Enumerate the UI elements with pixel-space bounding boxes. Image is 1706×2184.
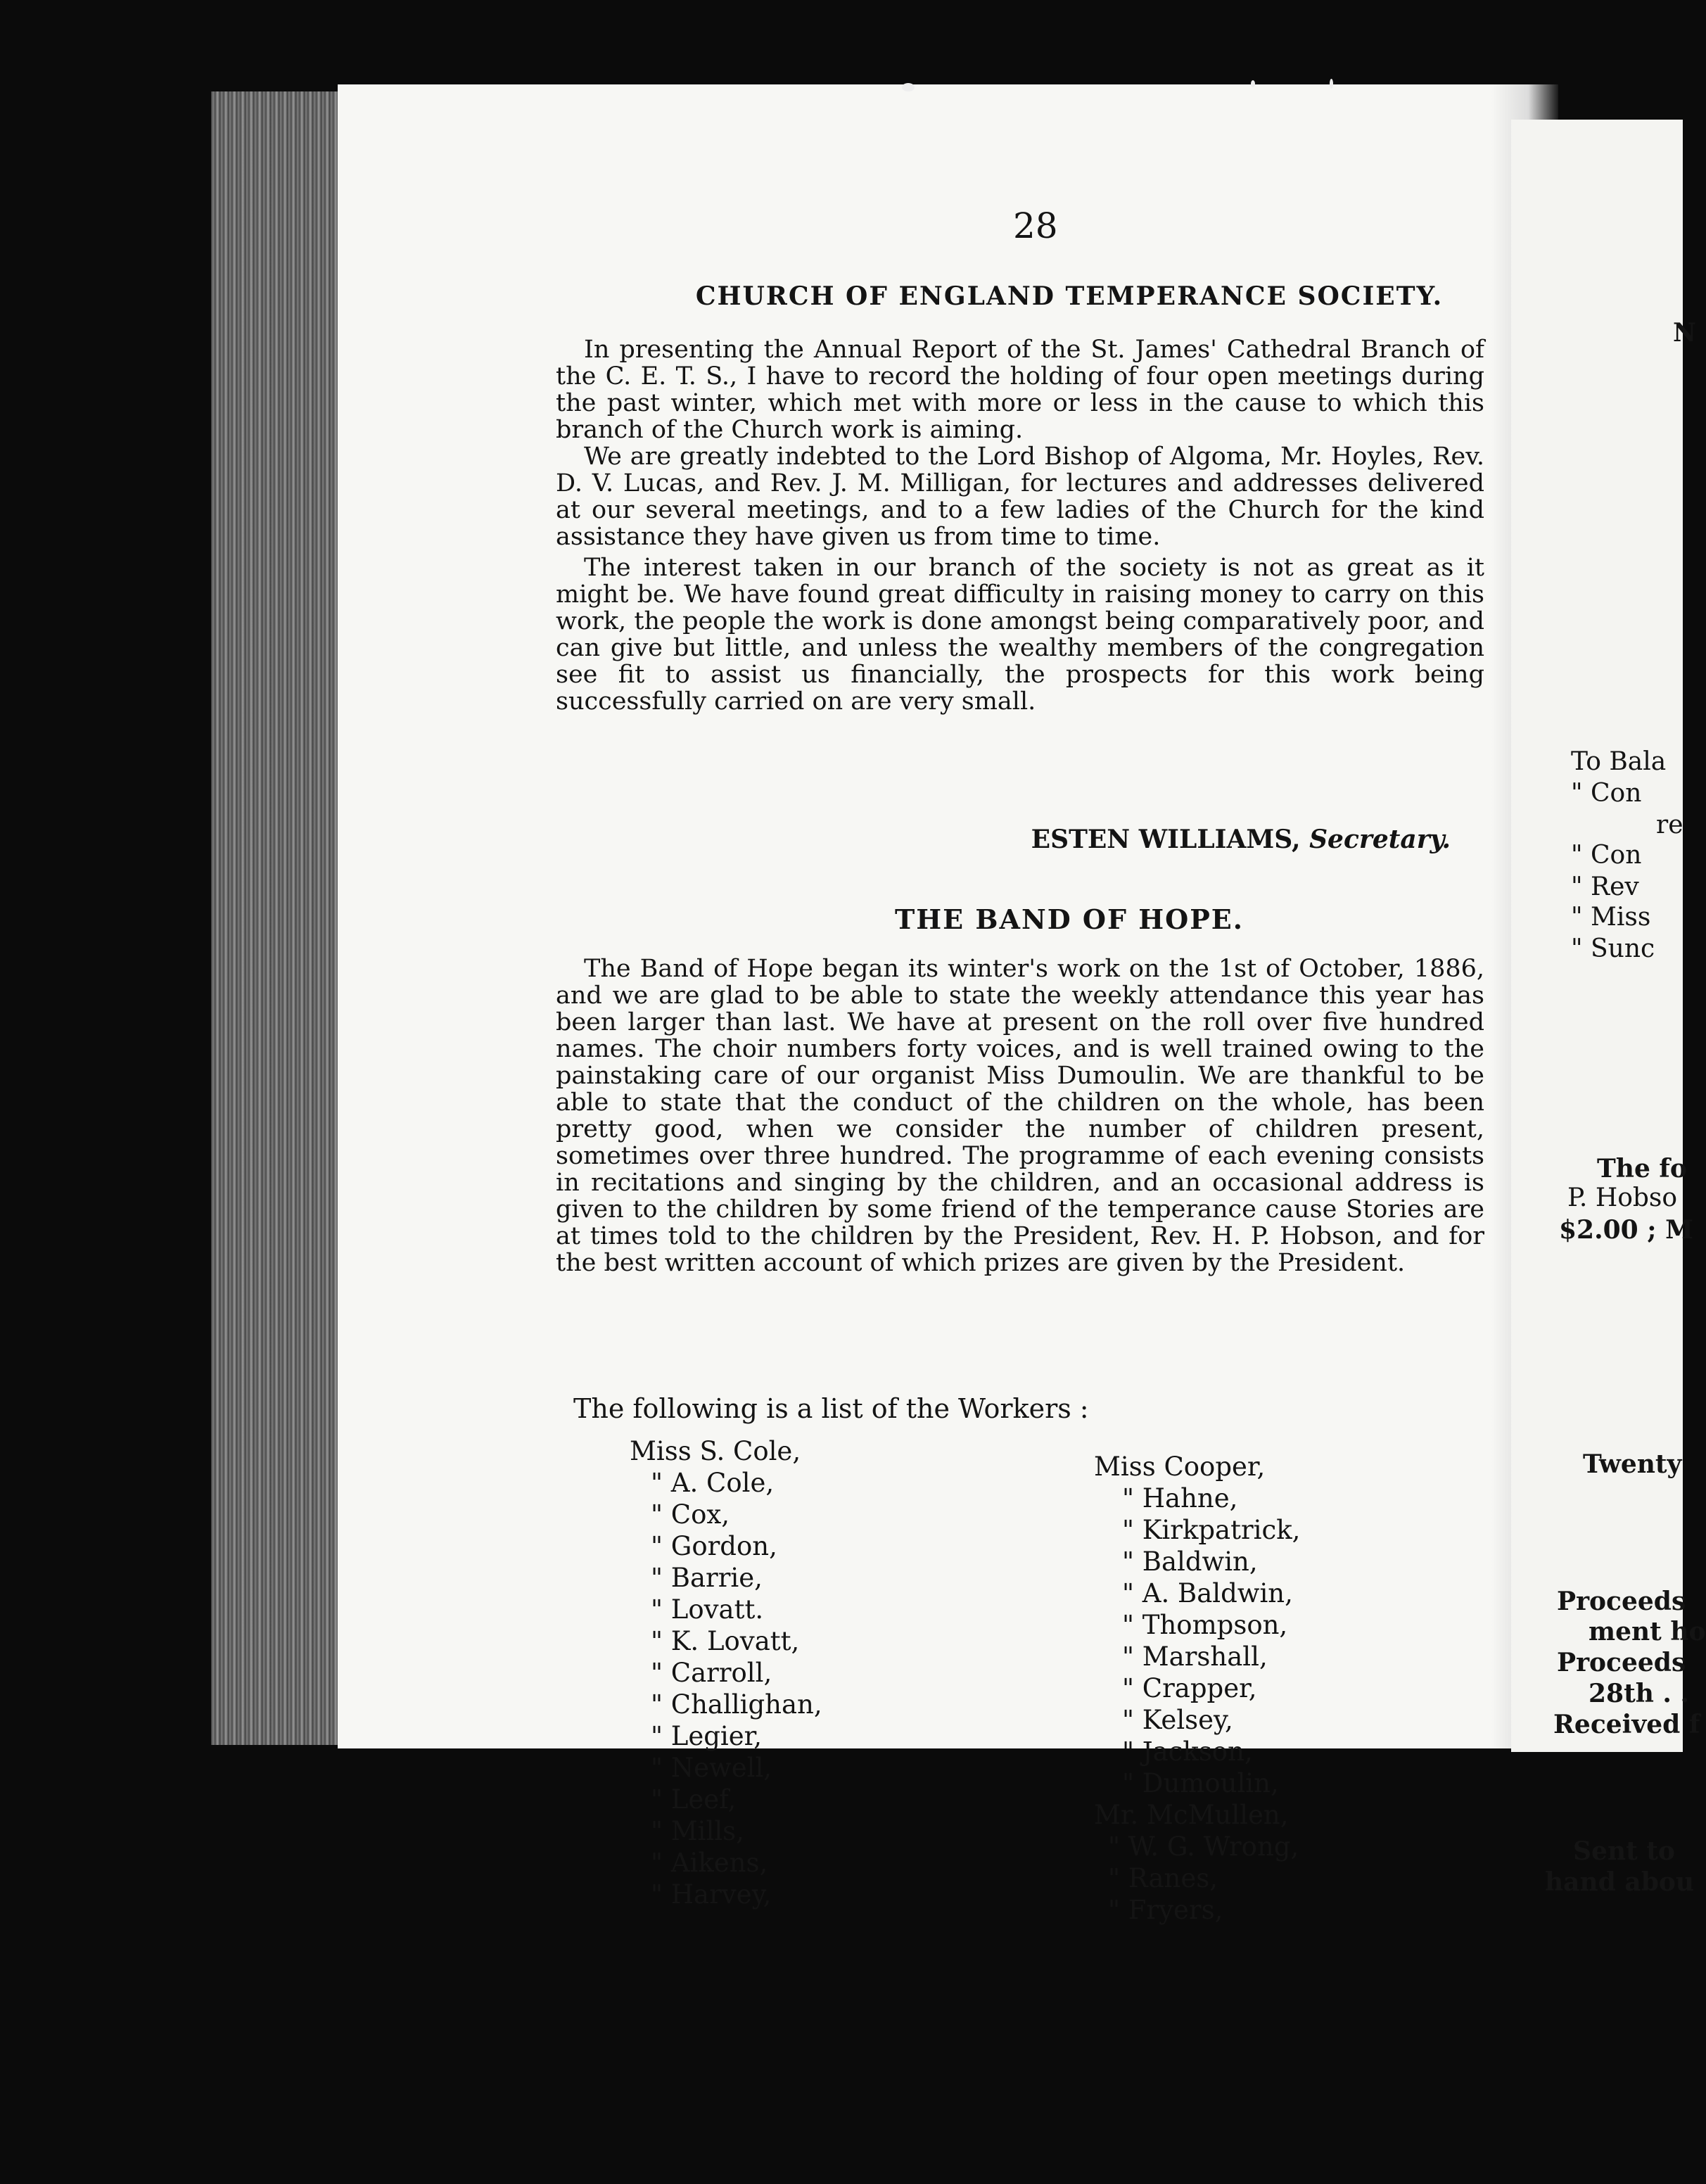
worker-name: Miss S. Cole, xyxy=(630,1436,801,1466)
cets-paragraph: We are greatly indebted to the Lord Bishop of Algoma, Mr. Hoyles, Rev. D. V. Lucas, and Rev. J. M. Milligan, for lectures and addresses delivered at our several meetings, and to a few ladies of the Church for the kind assistance they have given us from time to time. xyxy=(556,443,1484,551)
worker-name: " Gordon, xyxy=(651,1531,777,1561)
cets-paragraph: The interest taken in our branch of the society is not as great as it might be. We have found great difficulty in raising money to carry on this work, the people the work is done amongst being comparatively poor, and can give but little, and unless the wealthy members of the congregation see fit to assist us financially, the prospects for this work being successfully carried on are very small. xyxy=(556,554,1484,716)
worker-name: " Aikens, xyxy=(651,1848,768,1878)
cets-body xyxy=(556,336,1484,715)
worker-name: " Crapper, xyxy=(1122,1673,1257,1703)
right-page-line: " Rev xyxy=(1571,872,1639,901)
worker-name: " Thompson, xyxy=(1122,1610,1288,1640)
workers-right-column xyxy=(1094,1451,1300,1926)
signature-title: Secretary. xyxy=(1309,825,1451,854)
worker-name: " Marshall, xyxy=(1122,1642,1268,1672)
right-page-line: N xyxy=(1673,318,1696,348)
cets-heading: CHURCH OF ENGLAND TEMPERANCE SOCIETY. xyxy=(695,281,1444,311)
worker-name: " Hahne, xyxy=(1122,1483,1238,1513)
right-page-fragment xyxy=(1511,120,1706,1897)
right-page-text xyxy=(1511,120,1706,1897)
worker-name: " W. G. Wrong, xyxy=(1108,1831,1299,1862)
worker-name: " K. Lovatt, xyxy=(651,1626,800,1656)
right-page-line: ment ho xyxy=(1589,1617,1706,1646)
right-page-line: 28th . . xyxy=(1589,1679,1690,1708)
band-of-hope-body xyxy=(556,956,1484,1276)
signature-name: ESTEN WILLIAMS, xyxy=(1031,825,1301,854)
worker-name: " Ranes, xyxy=(1108,1863,1218,1893)
right-page-line: Sent to xyxy=(1573,1836,1675,1866)
worker-name: " Lovatt. xyxy=(651,1594,764,1625)
worker-name: Mr. McMullen, xyxy=(1094,1800,1289,1830)
right-page-line: Proceeds xyxy=(1557,1648,1686,1677)
worker-name: " Dumoulin, xyxy=(1122,1768,1279,1798)
worker-name: " Kelsey, xyxy=(1122,1705,1233,1735)
right-page-line: To Bala xyxy=(1571,747,1667,776)
cets-signature xyxy=(1031,825,1451,854)
worker-name: " Baldwin, xyxy=(1122,1547,1258,1577)
right-page-line: hand abou xyxy=(1545,1867,1695,1897)
right-page-line: The fo xyxy=(1597,1154,1687,1183)
worker-name: " A. Baldwin, xyxy=(1122,1578,1293,1608)
right-page-line: " Sunc xyxy=(1571,934,1655,963)
worker-name: " Challighan, xyxy=(651,1689,822,1720)
worker-name: " Harvey, xyxy=(651,1879,772,1910)
right-page-line: Twenty xyxy=(1583,1449,1682,1479)
band-of-hope-paragraph: The Band of Hope began its winter's work on the 1st of October, 1886, and we are glad to be able to state the weekly attendance this year has been larger than last. We have at present on the roll over five hundred names. The choir numbers forty voices, and is well trained owing to the painstaking care of our organist Miss Dumoulin. We are thankful to be able to state that the conduct of the children on the whole, has been pretty good, when we consider the number of children present, sometimes over three hundred. The programme of each evening consists in recitations and singing by the children, and an occasional address is given to the children by some friend of the temperance cause Stories are at times told to the children by the President, Rev. H. P. Hobson, and for the best written account of which prizes are given by the President. xyxy=(556,955,1484,1277)
workers-intro: The following is a list of the Workers : xyxy=(573,1393,1089,1424)
worker-name: " Kirkpatrick, xyxy=(1122,1515,1301,1545)
band-of-hope-heading: THE BAND OF HOPE. xyxy=(895,903,1244,935)
right-page-line: " Con xyxy=(1571,841,1642,870)
right-page-line: Proceeds xyxy=(1557,1587,1686,1616)
dust-speck xyxy=(1251,80,1255,87)
worker-name: " Leef, xyxy=(651,1784,737,1815)
worker-name: " Newell, xyxy=(651,1753,772,1783)
dust-speck xyxy=(1330,79,1333,89)
worker-name: " A. Cole, xyxy=(651,1468,775,1498)
worker-name: " Jackson, xyxy=(1122,1737,1253,1767)
right-page-line: Received f xyxy=(1553,1710,1700,1739)
worker-name: " Fryers, xyxy=(1108,1895,1223,1925)
worker-name: Miss Cooper, xyxy=(1094,1452,1266,1482)
worker-name: " Legier, xyxy=(651,1721,763,1751)
workers-left-column xyxy=(630,1435,822,1910)
cets-paragraph: In presenting the Annual Report of the St. James' Cathedral Branch of the C. E. T. S., I have to record the holding of four open meetings during the past winter, which met with more or less in the cause to which this branch of the Church work is aiming. xyxy=(556,336,1484,444)
right-page-line: " Miss xyxy=(1571,903,1651,932)
worker-name: " Carroll, xyxy=(651,1658,772,1688)
right-page-line: re xyxy=(1656,811,1683,839)
right-page-line: $2.00 ; M xyxy=(1559,1215,1693,1245)
worker-name: " Barrie, xyxy=(651,1563,763,1593)
right-page-line: P. Hobso xyxy=(1567,1183,1678,1212)
worker-name: " Mills, xyxy=(651,1816,744,1846)
right-page-line: " Con xyxy=(1571,779,1642,808)
dust-speck xyxy=(902,83,915,91)
page-number: 28 xyxy=(1013,205,1058,246)
worker-name: " Cox, xyxy=(651,1499,730,1530)
